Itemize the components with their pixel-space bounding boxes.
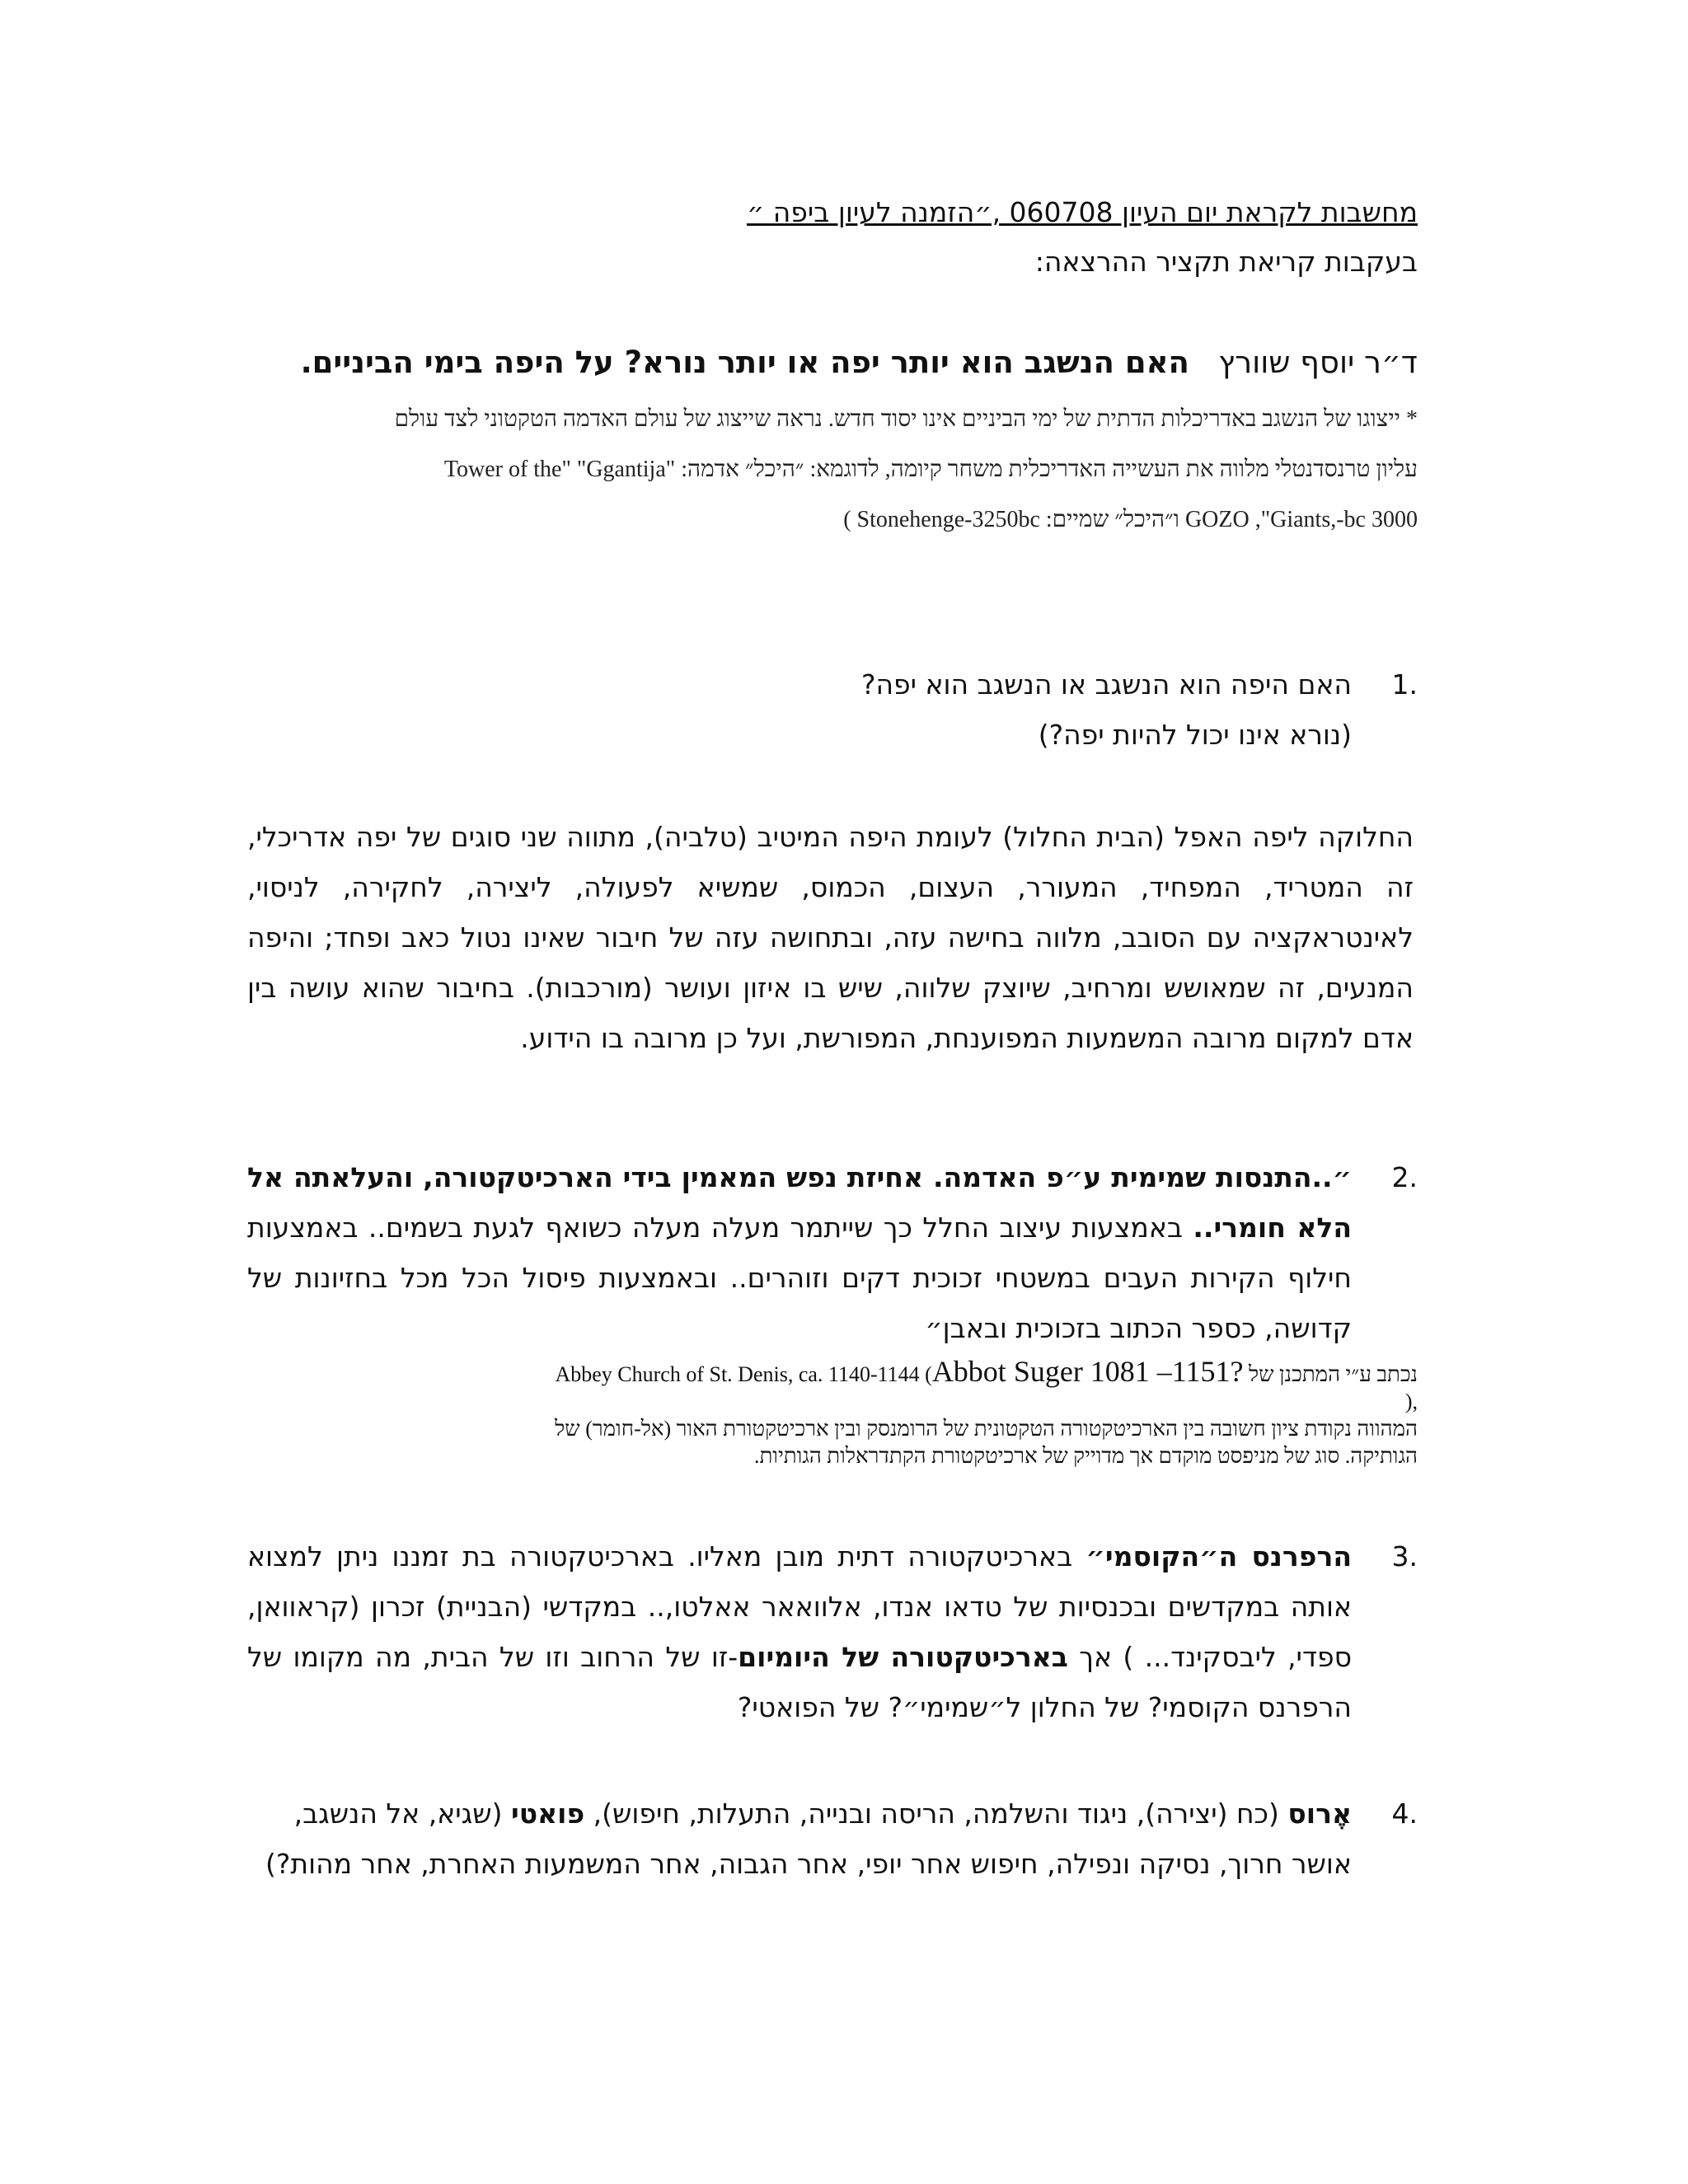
citation-line-3: הגותיקה. סוג של מניפסט מוקדם אך מדוייק של ארכיטקטורת הקתדראלות הגותיות.	[753, 1444, 1418, 1468]
bold-term-eros: אֶרוס	[1287, 1797, 1352, 1830]
bold-term-poetic: פואטי	[511, 1797, 585, 1830]
section-1-paragraph: החלוקה ליפה האפל (הבית החלול) לעומת היפה המיטיב (טלביה), מתווה שני סוגים של יפה אדריכלי, זה המטריד, המפחיד, המעורר, העצום, הכמוס, שמשיא לפעולה, ליצירה, לחקירה, לניסוי, לאינטראקציה עם הסובב, מלווה בחישה עזה, ובתחושה עזה של חיבור שאינו נטול כאב ופחד; והיפה המנעים, זה שמאושש ומרחיב, שיוצק שלווה, שיש בו איזון ועושר (מורכבות). בחיבור שהוא עושה בין אדם למקום מרובה המשמעות המפוענחת, המפורשת, ועל כן מרובה בו הידוע.	[247, 821, 1414, 1054]
header-line-2: בעקבות קריאת תקציר ההרצאה:	[1034, 246, 1418, 278]
citation-end: ),	[1404, 1390, 1418, 1413]
footnote-line-2: עליון טרנסדנטלי מלווה את העשייה האדריכלית משחר קיומה, לדוגמא: ״היכל״ אדמה: "Tower of the" "Ggantija	[443, 457, 1418, 482]
citation-block	[540, 1355, 1418, 1469]
bold-phrase-2: בארכיטקטורה של היומיום	[738, 1641, 1068, 1673]
header-line-1: מחשבות לקראת יום העיון 060708 ,״הזמנה לעיון ביפה ״	[746, 196, 1418, 228]
section-1	[247, 659, 1418, 760]
question-line-2: (נורא אינו יכול להיות יפה?)	[1038, 719, 1352, 751]
citation-prefix: נכתב ע״י המתכנן של	[1248, 1362, 1418, 1386]
lecture-title-line	[247, 340, 1418, 386]
footnote-block	[247, 394, 1418, 545]
quote-bold: ״..התנסות שמימית ע״פ האדמה. אחיזת נפש המאמין בידי הארכיטקטורה, והעלאתה אל הלא חומרי..	[247, 1161, 1352, 1244]
text-part-1: (כח (יצירה), ניגוד והשלמה, הריסה ובנייה, התעלות, חיפוש),	[584, 1797, 1288, 1830]
text-part-2: (שגיא, אל הנשגב, אושר חרוך, נסיקה ונפילה, חיפוש אחר יופי, אחר הגבוה, אחר המשמעות האחרת, אחר מהות?)	[265, 1797, 1352, 1880]
citation-author: Abbot Suger 1081 –1151?	[931, 1355, 1244, 1388]
section-2	[247, 1152, 1418, 1353]
lecture-title: האם הנשגב הוא יותר יפה או יותר נורא? על היפה בימי הביניים.	[300, 344, 1189, 380]
question-line-1: האם היפה הוא הנשגב או הנשגב הוא יפה?	[860, 668, 1352, 701]
section-number: .3	[1391, 1540, 1418, 1572]
section-number: .1	[1391, 668, 1418, 701]
quote-text: באמצעות עיצוב החלל כך שייתמר מעלה מעלה כשואף לגעת בשמים.. באמצעות חילוף הקירות העבים במשטחי זכוכית דקים וזוהרים.. ובאמצעות פיסול הכל מכל בחזיונות של קדושה, כספר הכתוב בזכוכית ובאבן״	[247, 1212, 1352, 1344]
footnote-line-3: GOZO ,"Giants,-bc 3000 ו״היכל״ שמיים: Stonehenge-3250bc )	[843, 507, 1418, 532]
section-number: .4	[1391, 1797, 1418, 1830]
text-part-1: בארכיטקטורה דתית מובן מאליו. בארכיטקטורה בת זמננו ניתן למצוא אותה במקדשים ובכנסיות של טדאו אנדו, אלוואאר אאלטו,.. במקדשי (הבניית) זכרון (קראוואן, ספדי, ליבסקינד... ) אך	[247, 1540, 1352, 1673]
text-part-2: -זו של הרחוב וזו של הבית, מה מקומו של הרפרנס הקוסמי? של החלון ל״שמימי״? של הפואטי?	[247, 1641, 1352, 1723]
section-3	[247, 1531, 1418, 1732]
section-number: .2	[1391, 1161, 1418, 1193]
bold-phrase-1: הרפרנס ה״הקוסמי״	[1085, 1540, 1352, 1572]
citation-line-2: המהווה נקודת ציון חשובה בין הארכיטקטורה הטקטונית של הרומנסק ובין ארכיטקטורת האור (אל-חומר) של	[555, 1417, 1418, 1441]
author-name: ד״ר יוסף שוורץ	[1218, 344, 1418, 380]
citation-line-1	[540, 1355, 1418, 1415]
section-4	[247, 1788, 1418, 1889]
citation-church: Abbey Church of St. Denis, ca. 1140-1144 (	[555, 1362, 932, 1386]
footnote-line-1: * ייצוגו של הנשגב באדריכלות הדתית של ימי הביניים אינו יסוד חדש. נראה שייצוג של עולם האדמה הטקטוני לצד עולם	[394, 406, 1418, 432]
